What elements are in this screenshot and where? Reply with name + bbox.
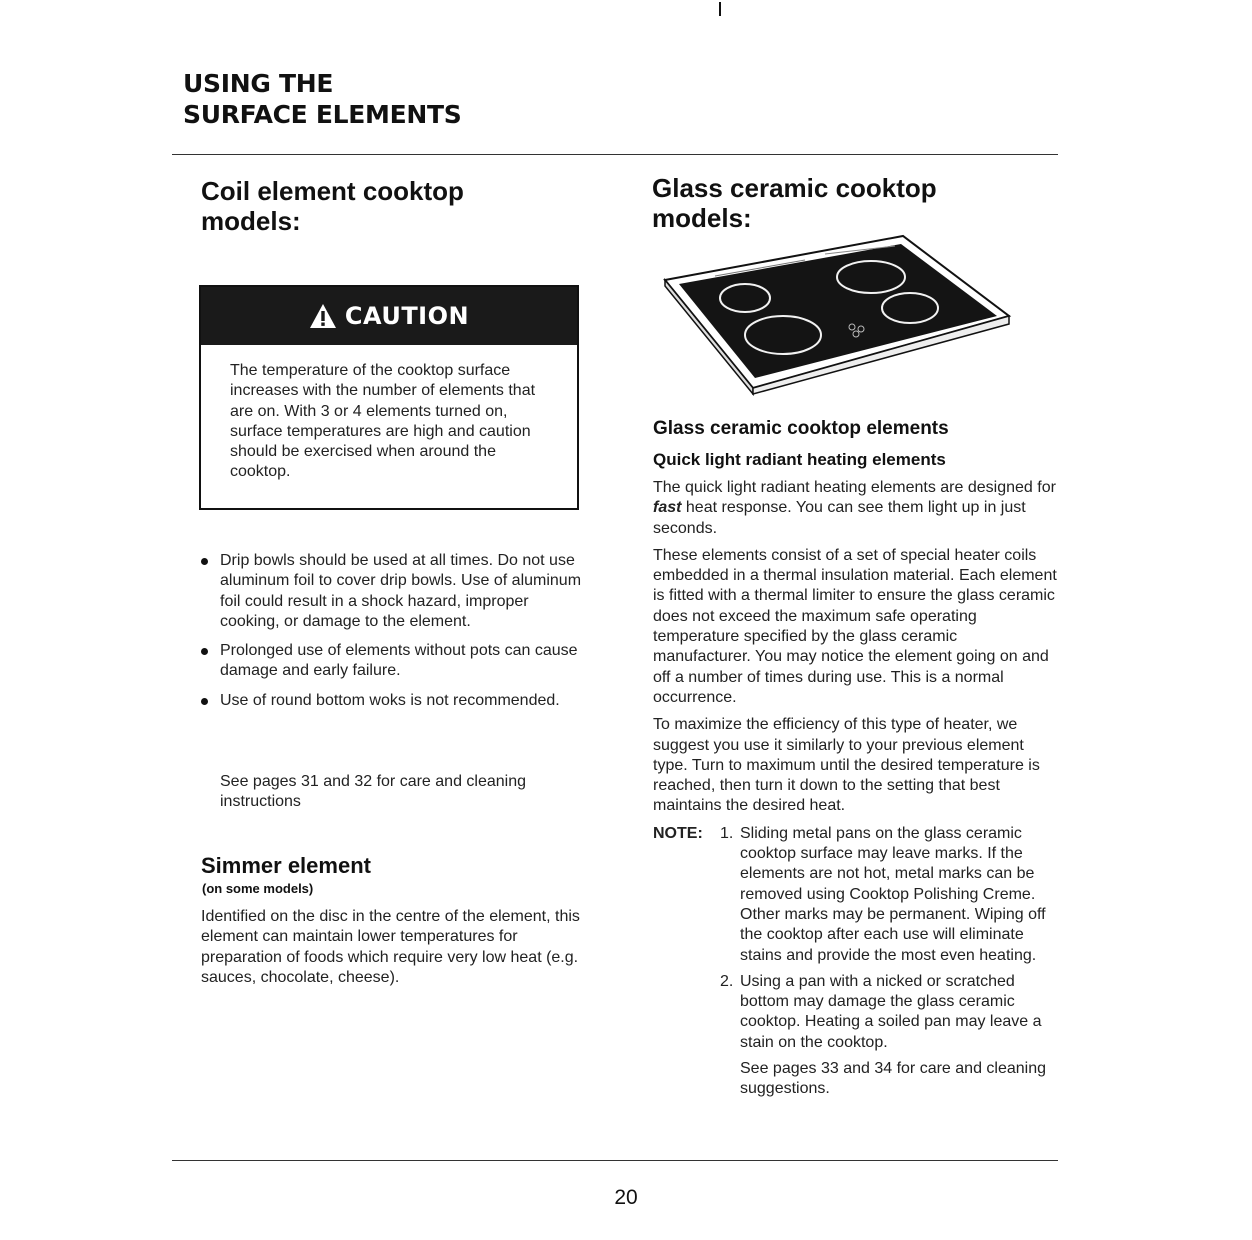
heater-coils-paragraph: These elements consist of a set of special heater coils embedded in a thermal insulation material. Each element is fitted with a thermal limiter to ensure the glass ceramic does not exceed the maximum safe operating temperature specified by the glass ceramic manufacturer. You may notice the element going on and off a number of times during use. This is a normal occurrence.	[653, 546, 1057, 706]
bullet-text: Drip bowls should be used at all times. Do not use aluminum foil to cover drip bowls. Use of aluminum foil could result in a shock hazard, improper cooking, or damage to the element.	[220, 552, 582, 630]
para1-text-end: heat response. You can see them light up in just seconds.	[653, 499, 1026, 537]
glass-cooktop-illustration	[655, 228, 1015, 398]
bullet-text: Use of round bottom woks is not recommended.	[220, 691, 560, 709]
note-text: Using a pan with a nicked or scratched bottom may damage the glass ceramic cooktop. Heating a soiled pan may leave a stain on the cooktop.	[740, 972, 1042, 1051]
simmer-heading: Simmer element	[201, 853, 371, 878]
caution-text: The temperature of the cooktop surface increases with the number of elements that are on. With 3 or 4 elements turned on, surface temperatures are high and caution should be exercised when around the cooktop.	[230, 362, 536, 481]
caution-box	[199, 285, 579, 510]
page-title-line-2: SURFACE ELEMENTS	[183, 100, 462, 129]
para1-text-start: The quick light radiant heating elements are designed for	[653, 479, 1056, 496]
page-number: 20	[614, 1186, 638, 1209]
page-title	[183, 68, 461, 130]
quick-light-heading: Quick light radiant heating elements	[653, 450, 946, 469]
scan-tick-mark	[719, 2, 721, 16]
bullet-text: Prolonged use of elements without pots can cause damage and early failure.	[220, 642, 578, 680]
note-number: 2.	[720, 972, 734, 990]
coil-heading-line-1: Coil element cooktop	[201, 176, 464, 206]
glass-body	[653, 478, 1058, 1106]
efficiency-paragraph: To maximize the efficiency of this type of heater, we suggest you use it similarly to your previous element type. Turn to maximum until the desired temperature is reached, then turn it down to the setting that best maintains the desired heat.	[653, 716, 1040, 815]
top-divider	[172, 154, 1058, 155]
note-block	[653, 824, 1058, 1106]
coil-section-heading	[201, 176, 464, 236]
coil-heading-line-2: models:	[201, 206, 301, 236]
note-number: 1.	[720, 824, 734, 842]
note-label: NOTE:	[653, 824, 703, 842]
bottom-divider	[172, 1160, 1058, 1161]
page-title-line-1: USING THE	[183, 69, 334, 98]
warning-triangle-icon	[309, 303, 337, 329]
list-item	[720, 824, 1058, 966]
simmer-text: Identified on the disc in the centre of the element, this element can maintain lower temperatures for preparation of foods which require very low heat (e.g. sauces, chocolate, cheese).	[201, 908, 580, 986]
glass-elements-heading: Glass ceramic cooktop elements	[653, 418, 949, 439]
bullet-icon	[201, 558, 208, 565]
simmer-subheading: (on some models)	[202, 881, 314, 896]
glass-see-pages: See pages 33 and 34 for care and cleaning suggestions.	[740, 1060, 1047, 1098]
bullet-icon	[201, 648, 208, 655]
note-list	[720, 824, 1058, 1106]
glass-heading-line-2: models:	[652, 203, 752, 233]
bullet-icon	[201, 698, 208, 705]
glass-section-heading	[652, 173, 937, 233]
list-item	[199, 551, 589, 632]
caution-header	[201, 287, 577, 345]
coil-bullet-list	[199, 551, 589, 720]
coil-see-pages: See pages 31 and 32 for care and cleaning instructions	[220, 773, 527, 811]
note-text: Sliding metal pans on the glass ceramic cooktop surface may leave marks. If the elements are not hot, metal marks can be removed using Cooktop Polishing Creme. Other marks may be permanent. Wiping off the cooktop after each use will eliminate stains and provide the most even heating.	[740, 824, 1046, 964]
fast-emphasis: fast	[653, 499, 682, 517]
list-item	[720, 972, 1058, 1053]
caution-label: CAUTION	[344, 302, 470, 330]
list-item	[199, 691, 589, 711]
list-item	[199, 641, 589, 682]
glass-heading-line-1: Glass ceramic cooktop	[652, 173, 937, 203]
quick-light-paragraph	[653, 478, 1058, 539]
list-item	[720, 1059, 1058, 1100]
